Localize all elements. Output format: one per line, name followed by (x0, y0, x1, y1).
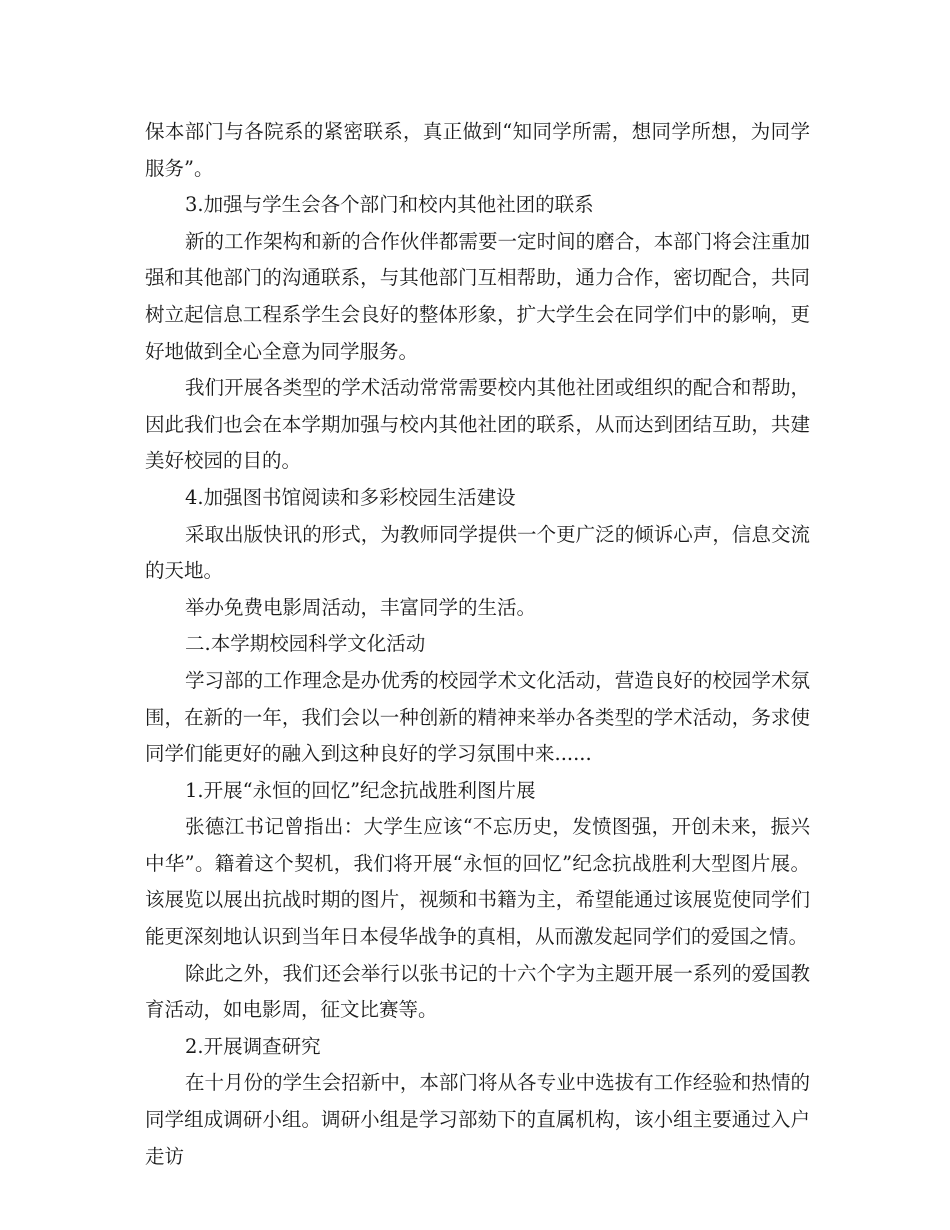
paragraph: 新的工作架构和新的合作伙伴都需要一定时间的磨合，本部门将会注重加强和其他部门的沟通联系，与其他部门互相帮助，通力合作，密切配合，共同树立起信息工程系学生会良好的整体形象，扩大学生会在同学们中的影响，更好地做到全心全意为同学服务。 (145, 229, 810, 363)
document-body (145, 114, 810, 1175)
paragraph: 在十月份的学生会招新中，本部门将从各专业中选拔有工作经验和热情的同学组成调研小组。调研小组是学习部劾下的直属机构，该小组主要通过入户走访 (145, 1071, 810, 1168)
heading-1-photo-exhibition: 1.开展“永恒的回忆”纪念抗战胜利图片展 (185, 778, 536, 802)
heading-2-research: 2.开展调查研究 (185, 1034, 321, 1058)
heading-3-strengthen-links: 3.加强与学生会各个部门和校内其他社团的联系 (185, 193, 594, 217)
heading-4-library-reading: 4.加强图书馆阅读和多彩校园生活建设 (185, 485, 516, 509)
paragraph: 举办免费电影周活动，丰富同学的生活。 (185, 595, 537, 619)
paragraph: 除此之外，我们还会举行以张书记的十六个字为主题开展一系列的爱国教育活动，如电影周，征文比赛等。 (145, 961, 810, 1022)
paragraph: 张德江书记曾指出：大学生应该“不忘历史，发愤图强，开创未来，振兴中华”。籍着这个契机，我们将开展“永恒的回忆”纪念抗战胜利大型图片展。该展览以展出抗战时期的图片，视频和书籍为主，希望能通过该展览使同学们能更深刻地认识到当年日本侵华战争的真相，从而激发起同学们的爱国之情。 (145, 815, 810, 949)
paragraph-continuation: 保本部门与各院系的紧密联系，真正做到“知同学所需，想同学所想，为同学服务”。 (145, 120, 810, 180)
paragraph: 我们开展各类型的学术活动常常需要校内其他社团或组织的配合和帮助，因此我们也会在本学期加强与校内其他社团的联系，从而达到团结互助，共建美好校园的目的。 (145, 376, 810, 473)
paragraph: 采取出版快讯的形式，为教师同学提供一个更广泛的倾诉心声，信息交流的天地。 (145, 522, 810, 583)
section-heading-2: 二.本学期校园科学文化活动 (185, 632, 426, 656)
paragraph: 学习部的工作理念是办优秀的校园学术文化活动，营造良好的校园学术氛围，在新的一年，我们会以一种创新的精神来举办各类型的学术活动，务求使同学们能更好的融入到这种良好的学习氛围中来...... (145, 668, 810, 766)
